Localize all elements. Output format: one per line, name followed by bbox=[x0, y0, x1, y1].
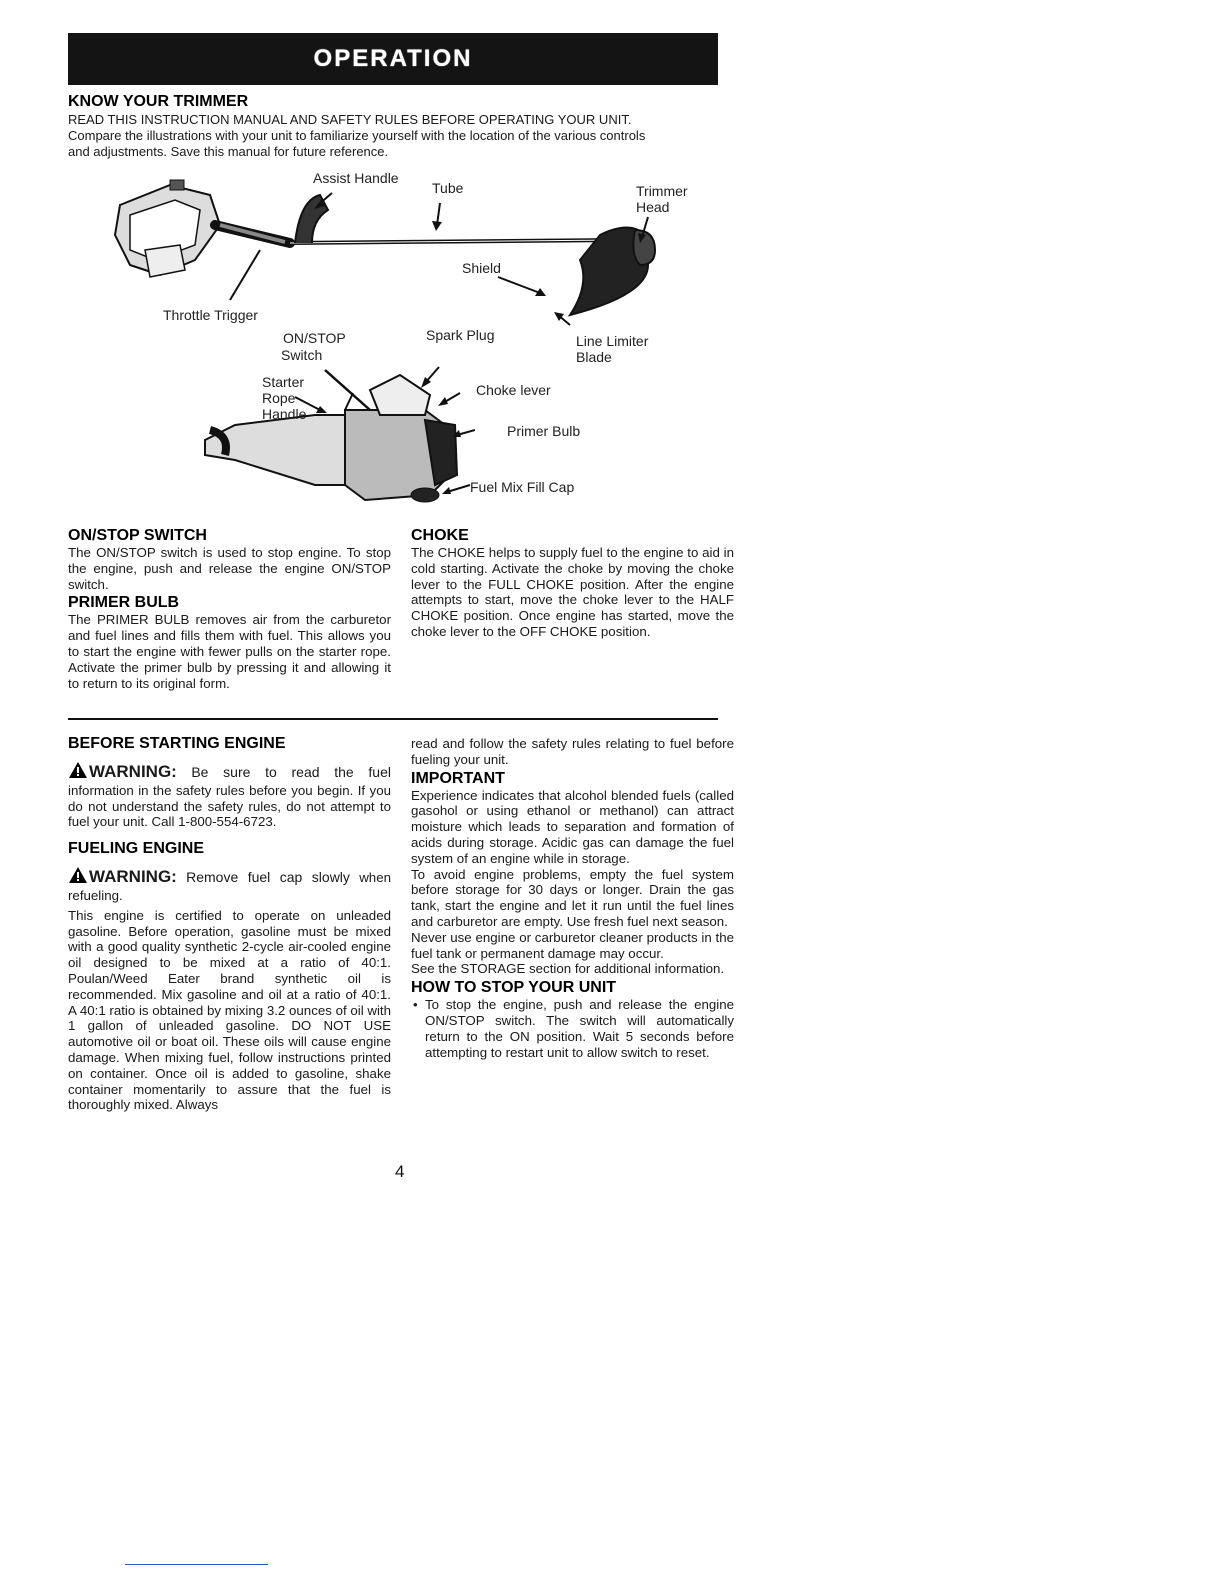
section-banner bbox=[68, 33, 718, 85]
before-heading: BEFORE STARTING ENGINE bbox=[68, 735, 286, 752]
fueling-warning-text: when refueling. bbox=[68, 870, 391, 903]
label-trimmer-head-1: Trimmer bbox=[636, 183, 688, 199]
important-heading: IMPORTANT bbox=[411, 769, 505, 787]
fueling-warning-lead: Remove fuel cap slowly bbox=[186, 869, 350, 886]
know-intro bbox=[68, 112, 768, 159]
choke-heading: CHOKE bbox=[411, 527, 469, 544]
fueling-heading: FUELING ENGINE bbox=[68, 840, 205, 858]
section-divider bbox=[68, 718, 718, 720]
choke-text: The CHOKE helps to supply fuel to the engine to aid in cold starting. Activate the choke by moving the choke lever to the FULL CHOKE position. After the engine attempts to start, move the choke lever to the HALF CHOKE position. Once engine has started, move the choke lever to the OFF CHOKE position. bbox=[411, 545, 734, 639]
important-p1: Experience indicates that alcohol blended fuels (called gasohol or using ethanol or methanol) can attract moisture which leads to separation and formation of acids during storage. Acidic gas can damage the fuel system of an engine while in storage. bbox=[411, 787, 734, 866]
page-number: 4 bbox=[395, 1162, 405, 1181]
howto-list bbox=[411, 997, 734, 1060]
label-primer-bulb: Primer Bulb bbox=[507, 423, 581, 439]
before-warning-label: WARNING: bbox=[89, 762, 177, 781]
label-on-stop-1: ON/STOP bbox=[283, 330, 346, 346]
label-spark-plug: Spark Plug bbox=[426, 327, 495, 343]
label-line-limiter-2: Blade bbox=[576, 349, 612, 365]
know-line3: and adjustments. Save this manual for future reference. bbox=[68, 143, 389, 159]
label-tube: Tube bbox=[432, 180, 464, 196]
howto-bullet: • To stop the engine, push and release the engine ON/STOP switch. The switch will automatically return to the ON position. Wait 5 seconds before attempting to restart unit to allow switch to reset. bbox=[425, 997, 734, 1060]
label-assist-handle: Assist Handle bbox=[313, 170, 399, 186]
fueling-warning-label: WARNING: bbox=[89, 867, 177, 887]
primer-heading: PRIMER BULB bbox=[68, 594, 180, 612]
footer-rule bbox=[125, 1564, 268, 1565]
important-p2: To avoid engine problems, empty the fuel system before storage for 30 days or longer. Drain the gas tank, start the engine and let it run until the fuel lines and carburetor are empty. Use fresh fuel next season. bbox=[411, 866, 734, 929]
banner-title: OPERATION bbox=[313, 45, 473, 72]
know-heading: KNOW YOUR TRIMMER bbox=[68, 93, 249, 110]
label-choke-lever: Choke lever bbox=[476, 382, 551, 398]
before-warning bbox=[68, 761, 391, 830]
upper-left-column bbox=[68, 527, 391, 691]
before-warning-text: information in the safety rules before you begin. If you do not understand the safety rules, do not attempt to fuel your unit. Call 1-800-554-6723. bbox=[68, 782, 391, 830]
engine-illustration bbox=[195, 355, 475, 510]
continuation-text: read and follow the safety rules relating to fuel before fueling your unit. bbox=[411, 736, 734, 767]
important-p3: Never use engine or carburetor cleaner products in the fuel tank or permanent damage may occur. bbox=[411, 929, 734, 961]
engine-housing-shape bbox=[115, 180, 220, 277]
before-warning-lead: Be sure to read the fuel bbox=[191, 764, 391, 780]
fueling-warning bbox=[68, 866, 391, 904]
label-line-limiter-1: Line Limiter bbox=[576, 333, 649, 349]
warning-triangle-icon-2 bbox=[68, 866, 88, 888]
label-throttle-trigger: Throttle Trigger bbox=[163, 307, 258, 323]
label-starter-1: Starter bbox=[262, 374, 305, 390]
primer-text: The PRIMER BULB removes air from the carburetor and fuel lines and fills them with fuel. This allows you to start the engine with fewer pulls on the starter rope. Activate the primer bulb by pressing it and allowing it to return to its original form. bbox=[68, 612, 391, 691]
important-p4: See the STORAGE section for additional information. bbox=[411, 961, 725, 977]
know-line2: Compare the illustrations with your unit to familiarize yourself with the location of the various controls bbox=[68, 127, 646, 143]
onstop-heading: ON/STOP SWITCH bbox=[68, 527, 207, 544]
fueling-text: This engine is certified to operate on unleaded gasoline. Before operation, gasoline must be mixed with a good quality synthetic 2-cycle air-cooled engine oil designed to be mixed at a ratio of 40:1. Poulan/Weed Eater brand synthetic oil is recommended. Mix gasoline and oil at a ratio of 40:1. A 40:1 ratio is obtained by mixing 3.2 ounces of oil with 1 gallon of unleaded gasoline. DO NOT USE automotive oil or boat oil. These oils will cause engine damage. When mixing fuel, follow instructions printed on container. Once oil is added to gasoline, shake container momentarily to assure that the fuel is thoroughly mixed. Always bbox=[68, 907, 392, 1113]
label-shield: Shield bbox=[462, 260, 501, 276]
label-on-stop-2: Switch bbox=[281, 347, 323, 363]
lower-left-column bbox=[68, 735, 391, 1113]
label-fuel-cap: Fuel Mix Fill Cap bbox=[470, 479, 575, 495]
upper-right-column bbox=[411, 527, 734, 640]
label-trimmer-head-2: Head bbox=[636, 199, 670, 215]
lower-right-column bbox=[411, 736, 734, 1060]
onstop-text: The ON/STOP switch is used to stop engine. To stop the engine, push and release the engine ON/STOP switch. bbox=[68, 545, 391, 592]
know-line1: READ THIS INSTRUCTION MANUAL AND SAFETY RULES BEFORE OPERATING YOUR UNIT. bbox=[68, 112, 632, 127]
engine-closeup-shape bbox=[205, 375, 457, 502]
howto-heading: HOW TO STOP YOUR UNIT bbox=[411, 979, 617, 997]
label-starter-3: Handle bbox=[262, 406, 307, 422]
label-starter-2: Rope bbox=[262, 390, 296, 406]
warning-triangle-icon bbox=[68, 761, 88, 783]
